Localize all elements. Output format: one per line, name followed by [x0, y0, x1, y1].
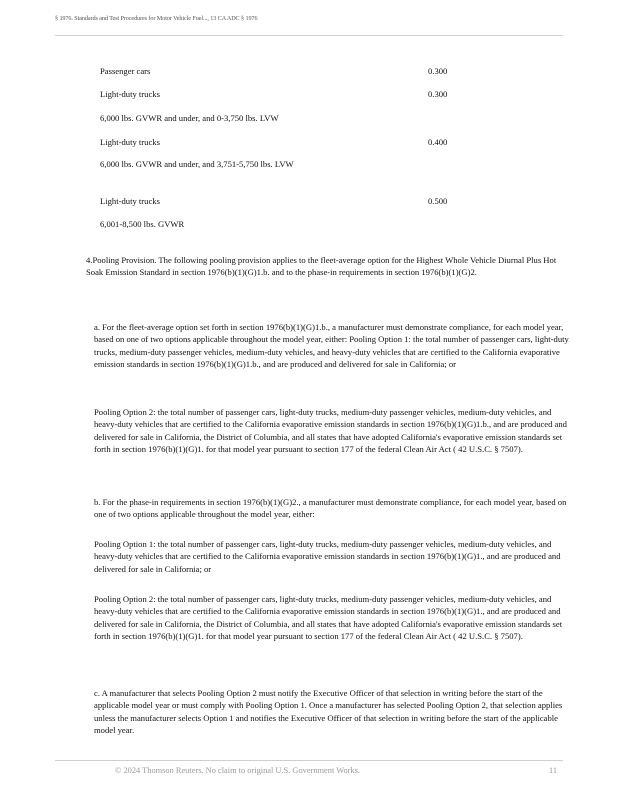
- running-header: § 1976. Standards and Test Procedures for Motor Vehicle Fuel..., 13 CA ADC § 1976: [55, 15, 258, 22]
- paragraph-a: a. For the fleet-average option set forth in section 1976(b)(1)(G)1.b., a manufacturer must demonstrate compliance, for each model year, based on one of two options applicable throughout the model year, either: Pooling Option 1: the total number of passenger cars, light-duty trucks, medium-duty passenger vehicles, medium-duty vehicles, and heavy-duty vehicles that are certified to the California evaporative emission standards in section 1976(b)(1)(G)1.b., and are produced and delivered for sale in California; or: [94, 322, 569, 369]
- standard-value: 0.500: [428, 196, 448, 206]
- footer-divider: [55, 760, 563, 761]
- vehicle-category-label: Light-duty trucks: [100, 196, 160, 206]
- paragraph-c: c. A manufacturer that selects Pooling Option 2 must notify the Executive Officer of that selection in writing before the start of the applicable model year or must comply with Pooling Option 1. Once a manufacturer has selected Pooling Option 2, that selection applies unless the manufacturer selects Option 1 and notifies the Executive Officer of that selection in writing before the start of the applicable model year.: [94, 688, 563, 735]
- standard-value: 0.400: [428, 137, 448, 147]
- standard-value: 0.300: [428, 89, 448, 99]
- copyright-notice: © 2024 Thomson Reuters. No claim to original U.S. Government Works.: [115, 766, 360, 775]
- table-row: [100, 196, 448, 207]
- paragraph-b: b. For the phase-in requirements in section 1976(b)(1)(G)2., a manufacturer must demonstrate compliance, for each model year, based on one of two options applicable throughout the model year, either:: [94, 497, 567, 520]
- standard-value: 0.300: [428, 66, 448, 76]
- paragraph-b-option-1: Pooling Option 1: the total number of passenger cars, light-duty trucks, medium-duty passenger vehicles, medium-duty vehicles, and heavy-duty vehicles that are certified to the California evaporative emission standards in section 1976(b)(1)(G)1., and are produced and delivered for sale in California; or: [94, 539, 561, 574]
- header-divider: [55, 35, 563, 36]
- vehicle-category-label: 6,000 lbs. GVWR and under, and 3,751-5,750 lbs. LVW: [100, 159, 294, 169]
- vehicle-category-label: Passenger cars: [100, 66, 151, 76]
- table-row: [100, 89, 448, 100]
- table-row: [100, 137, 448, 148]
- paragraph-a-option-2: Pooling Option 2: the total number of passenger cars, light-duty trucks, medium-duty passenger vehicles, medium-duty vehicles, and heavy-duty vehicles that are certified to the California evaporative emission standards in section 1976(b)(1)(G)1.b., and are produced and delivered for sale in California, the District of Columbia, and all states that have adopted California's evaporative emission standards set forth in section 1976(b)(1)(G)1. for that model year pursuant to section 177 of the federal Clean Air Act ( 42 U.S.C. § 7507).: [94, 407, 567, 454]
- vehicle-category-label: Light-duty trucks: [100, 137, 160, 147]
- vehicle-category-label: 6,001-8,500 lbs. GVWR: [100, 219, 185, 229]
- page-number: 11: [549, 766, 558, 775]
- vehicle-category-label: 6,000 lbs. GVWR and under, and 0-3,750 lbs. LVW: [100, 113, 279, 123]
- table-row: [100, 113, 360, 124]
- paragraph-b-option-2: Pooling Option 2: the total number of passenger cars, light-duty trucks, medium-duty passenger vehicles, medium-duty vehicles, and heavy-duty vehicles that are certified to the California evaporative emission standards in section 1976(b)(1)(G)1., and are produced and delivered for sale in California, the District of Columbia, and all states that have adopted California's evaporative emission standards set forth in section 1976(b)(1)(G)1. for that model year pursuant to section 177 of the federal Clean Air Act ( 42 U.S.C. § 7507).: [94, 594, 563, 641]
- pooling-provision-paragraph: 4.Pooling Provision. The following pooling provision applies to the fleet-average option for the Highest Whole Vehicle Diurnal Plus Hot Soak Emission Standard in section 1976(b)(1)(G)1.b. and to the phase-in requirements in section 1976(b)(1)(G)2.: [86, 255, 557, 278]
- table-row: [100, 159, 320, 170]
- vehicle-category-label: Light-duty trucks: [100, 89, 160, 99]
- table-row: [100, 66, 448, 77]
- table-row: [100, 219, 320, 230]
